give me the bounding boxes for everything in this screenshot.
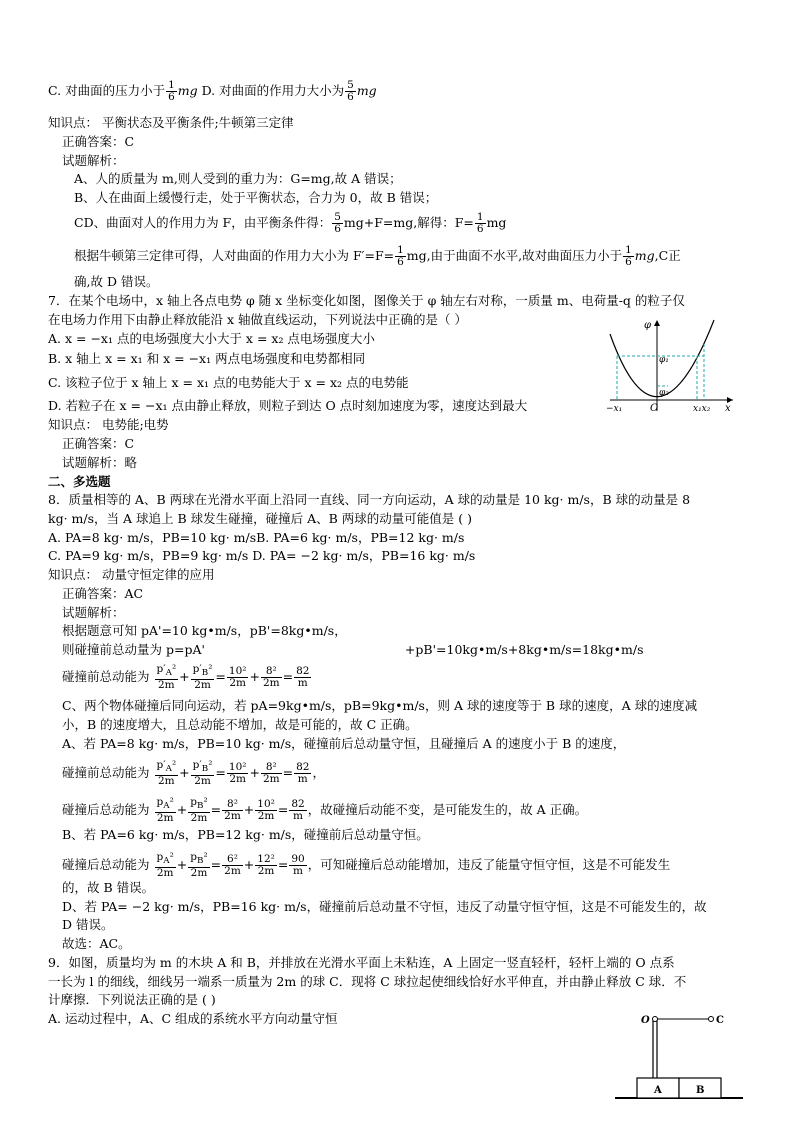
q8-ek-before-2: 碰撞前总动能为 $\frac{p'_A^2}{2m}$ + $\frac{p'_B^2}{2m}$ = $\frac{\text{10²}}{2m}$ + $\frac{\text{8²}}{2m}$ = $\frac{82}{m}$ ， [62, 759, 325, 788]
q8-options-ab: A. PA=8 kg· m/s，PB=10 kg· m/sB. PA=6 kg· m/s，PB=12 kg· m/s [48, 530, 465, 545]
x-label: x [725, 403, 731, 414]
origin-label: O [650, 403, 659, 414]
fraction: $\frac{5}{6}$ [347, 79, 354, 103]
phi-label: φ [644, 320, 652, 331]
q8-ek-after-2: 碰撞后总动能为 $\frac{p_A^2}{2m}$ + $\frac{p_B^2}{2m}$ = $\frac{\text{6²}}{2m}$ + $\frac{\text{12²}}{2m}$ = $\frac{90}{m}$ ，可知碰撞后总动能增加，违反了能量守恒守恒，这是不可能发生 [62, 851, 671, 880]
q8-c-line-1: C、两个物体碰撞后同向运动，若 pA=9kg•m/s，pB=9kg•m/s，则 A 球的速度等于 B 球的速度，A 球的速度减 [62, 698, 698, 713]
q7-option-b: B. x 轴上 x = x₁ 和 x = −x₁ 两点电场强度和电势都相同 [48, 351, 366, 366]
q8-analysis-title: 试题解析： [62, 605, 125, 620]
q7-option-a: A. x = −x₁ 点的电场强度大小大于 x = x₂ 点电场强度大小 [48, 331, 375, 346]
q8-stem-2: kg· m/s，当 A 球追上 B 球发生碰撞，碰撞后 A、B 两球的动量可能值是 ( ) [48, 511, 472, 526]
neg-x1-label: −x₁ [606, 404, 623, 414]
q8-answer: 正确答案：AC [62, 586, 144, 601]
fraction: $\frac{1}{6}$ [625, 244, 632, 268]
label-b: B [696, 1085, 705, 1096]
pivot-o [653, 1017, 658, 1022]
q8-c-line-2: 小，B 的速度增大，且总动能不增加，故是可能的，故 C 正确。 [62, 717, 418, 732]
label-a: A [654, 1085, 662, 1096]
q6-newton-cont: 确,故 D 错误。 [74, 274, 159, 289]
q8-knowledge: 知识点： 动量守恒定律的应用 [48, 567, 215, 582]
label-c: C [716, 1015, 724, 1026]
q8-a-line: A、若 PA=8 kg· m/s，PB=10 kg· m/s，碰撞前后总动量守恒，且碰撞后 A 的速度小于 B 的速度， [62, 736, 626, 751]
q7-stem-1: 7．在某个电场中，x 轴上各点电势 φ 随 x 坐标变化如图，图像关于 φ 轴左右对称，一质量 m、电荷量-q 的粒子仅 [48, 293, 685, 308]
q6-knowledge: 知识点： 平衡状态及平衡条件;牛顿第三定律 [48, 115, 294, 130]
q6-a-line: A、人的质量为 m,则人受到的重力为：G=mg,故 A 错误； [74, 171, 402, 186]
q6-b-line: B、人在曲面上缓慢行走，处于平衡状态，合力为 0，故 B 错误； [74, 190, 438, 205]
q7-option-d: D. 若粒子在 x = −x₁ 点由静止释放，则粒子到达 O 点时刻加速度为零，速度达到最大 [48, 398, 528, 413]
q8-ek-after-1: 碰撞后总动能为 $\frac{p_A^2}{2m}$ + $\frac{p_B^2}{2m}$ = $\frac{\text{8²}}{2m}$ + $\frac{\text{10²}}{2m}$ = $\frac{82}{m}$ ，故碰撞后动能不变，是可能发生的，故 A 正确。 [62, 796, 588, 825]
section-heading: 二、多选题 [48, 474, 111, 489]
ball-c [709, 1017, 714, 1022]
q6-answer: 正确答案：C [62, 134, 135, 149]
q9-stem-3: 计摩擦．下列说法正确的是 ( ) [48, 992, 216, 1007]
q6-analysis-title: 试题解析： [62, 153, 125, 168]
q7-knowledge: 知识点： 电势能;电势 [48, 417, 169, 432]
label-o: O [641, 1015, 650, 1026]
q8-b-line: B、若 PA=6 kg· m/s，PB=12 kg· m/s，碰撞前后总动量守恒。 [62, 827, 429, 842]
fraction: $\frac{1}{6}$ [168, 79, 175, 103]
q8-total-momentum: 则碰撞前总动量为 p=pA' +pB'=10kg•m/s+8kg•m/s=18kg•m/s [62, 642, 644, 657]
q6-cd-line: CD、曲面对人的作用力为 F，由平衡条件得： $\frac{5}{6}$ mg+F=mg,解得：F= $\frac{1}{6}$ mg [74, 211, 507, 235]
q7-option-c: C. 该粒子位于 x 轴上 x = x₁ 点的电势能大于 x = x₂ 点的电势能 [48, 375, 409, 390]
q8-b-concl-2: 的，故 B 错误。 [62, 880, 155, 895]
q8-d-line-2: D 错误。 [62, 917, 114, 932]
phi1-label: φ₁ [659, 355, 669, 365]
q6-newton-line: 根据牛顿第三定律可得，人对曲面的作用力大小为 F′=F= $\frac{1}{6}$ mg,由于曲面不水平,故对曲面压力小于 $\frac{1}{6}$ mg,C正 [74, 244, 681, 268]
fraction: $\frac{5}{6}$ [334, 211, 341, 235]
q8-d-line-1: D、若 PA= −2 kg· m/s，PB=16 kg· m/s，碰撞前后总动量不守恒，违反了动量守恒守恒，这是不可能发生的，故 [62, 899, 707, 914]
phi2-label: φ₂ [659, 388, 669, 398]
q6-options-cd: C. 对曲面的压力小于 $\frac{1}{6}$ mg D. 对曲面的作用力大小为 $\frac{5}{6}$ mg [48, 79, 377, 103]
q9-stem-1: 9．如图，质量均为 m 的木块 A 和 B，并排放在光滑水平面上未粘连，A 上固定一竖直轻杆，轻杆上端的 O 点系 [48, 955, 675, 970]
q9-stem-2: 一长为 l 的细线，细线另一端系一质量为 2m 的球 C．现将 C 球拉起使细线恰好水平伸直，并由静止释放 C 球．不 [48, 974, 687, 989]
q7-analysis: 试题解析：略 [62, 455, 138, 470]
q8-given: 根据题意可知 pA'=10 kg•m/s，pB'=8kg•m/s， [62, 623, 347, 638]
q7-stem-2: 在电场力作用下由静止释放能沿 x 轴做直线运动，下列说法中正确的是（ ） [48, 312, 467, 327]
fraction: $\frac{1}{6}$ [476, 211, 484, 235]
blocks-pendulum-figure [615, 1008, 750, 1103]
q9-option-a: A. 运动过程中，A、C 组成的系统水平方向动量守恒 [48, 1011, 338, 1026]
q8-ek-before-1: 碰撞前总动能为 $\frac{p'_A^2}{2m}$ + $\frac{p'_B^2}{2m}$ = $\frac{\text{10²}}{2m}$ + $\frac{\text{8²}}{2m}$ = $\frac{82}{m}$ [62, 663, 310, 692]
potential-curve-figure [600, 316, 740, 414]
q8-stem-1: 8．质量相等的 A、B 两球在光滑水平面上沿同一直线、同一方向运动，A 球的动量是 10 kg· m/s，B 球的动量是 8 [48, 492, 691, 507]
q8-options-cd: C. PA=9 kg· m/s，PB=9 kg· m/s D. PA= −2 kg· m/s，PB=16 kg· m/s [48, 548, 476, 563]
phi-axis-arrow [654, 320, 660, 326]
q7-answer: 正确答案：C [62, 436, 135, 451]
fraction: $\frac{1}{6}$ [397, 244, 404, 268]
x1x2-label: x₁x₂ [693, 404, 711, 414]
q8-final: 故选：AC。 [62, 936, 131, 951]
